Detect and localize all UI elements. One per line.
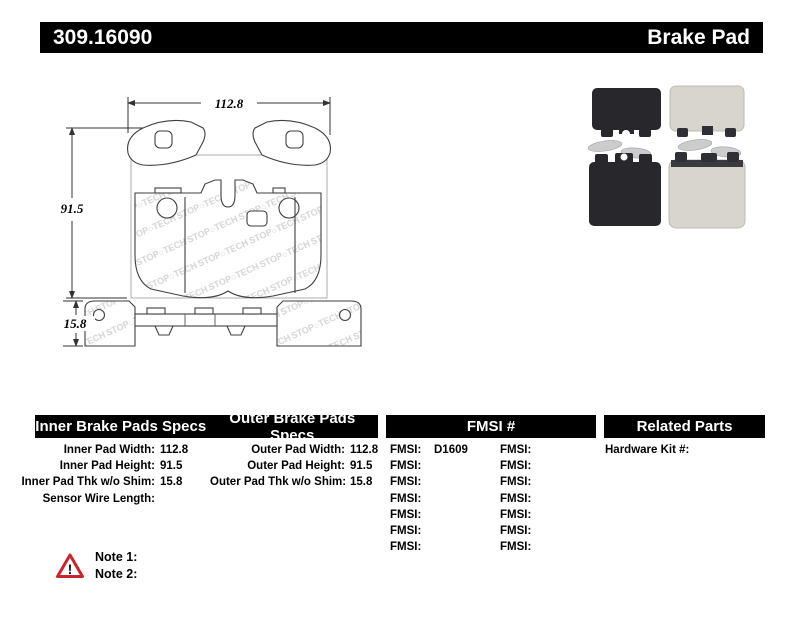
pad-side-view (85, 301, 361, 346)
spec-value (155, 491, 160, 507)
related-parts-column (605, 442, 694, 458)
spec-value: 91.5 (160, 460, 183, 473)
fmsi-label: FMSI: (500, 508, 532, 521)
fmsi-value (534, 491, 544, 507)
fmsi-label: FMSI: (500, 541, 532, 554)
table-row (500, 442, 544, 458)
brake-pad-technical-drawing (55, 85, 375, 363)
product-title: Brake Pad (647, 25, 750, 49)
fmsi-value (534, 442, 544, 458)
outer-specs-header: Outer Brake Pads Specs (229, 409, 356, 444)
shim-clips (587, 138, 741, 160)
table-row (500, 539, 544, 555)
table-row (500, 491, 544, 507)
related-parts-header-bar (604, 415, 765, 438)
thickness-dim-label: 15.8 (63, 316, 87, 331)
note-2: Note 2: (95, 567, 138, 581)
fmsi-label: FMSI: (500, 492, 532, 505)
fmsi-value (424, 458, 434, 474)
pad-photo-bottom-right (669, 152, 745, 228)
fmsi-column-1 (390, 442, 468, 555)
spec-label: Outer Pad Height: (247, 460, 345, 473)
height-dim-label: 91.5 (60, 201, 84, 216)
width-dim-label: 112.8 (214, 96, 244, 111)
pad-photo-top-left (592, 88, 661, 138)
outer-specs-column (210, 442, 378, 491)
fmsi-label: FMSI: (390, 444, 422, 456)
table-row (20, 442, 188, 458)
fmsi-column-2 (500, 442, 544, 555)
fmsi-label: FMSI: (500, 525, 532, 538)
table-row (20, 491, 188, 507)
brake-pad-product-photo (575, 82, 790, 242)
table-row (210, 474, 378, 490)
table-row (390, 474, 468, 490)
fmsi-label: FMSI: (390, 476, 422, 489)
spec-label: Inner Pad Width: (63, 444, 155, 456)
fmsi-value (534, 507, 544, 523)
table-row (605, 442, 694, 458)
spec-label: Inner Pad Thk w/o Shim: (21, 476, 155, 489)
table-row (500, 474, 544, 490)
spec-label: Outer Pad Width: (251, 444, 345, 456)
fmsi-value (534, 539, 544, 555)
table-row (20, 474, 188, 490)
table-row (390, 539, 468, 555)
spec-label: Sensor Wire Length: (42, 492, 155, 505)
fmsi-value (424, 539, 434, 555)
fmsi-value (424, 474, 434, 490)
part-number: 309.16090 (53, 25, 153, 49)
fmsi-value (424, 507, 434, 523)
spec-value: 15.8 (350, 476, 373, 489)
fmsi-label: FMSI: (390, 460, 422, 473)
inner-specs-column (20, 442, 188, 507)
inner-specs-header: Inner Brake Pads Specs (35, 418, 207, 435)
fmsi-value (534, 523, 544, 539)
spec-value: 91.5 (350, 460, 373, 473)
spec-label: Outer Pad Thk w/o Shim: (210, 476, 347, 489)
table-row (210, 458, 378, 474)
fmsi-label: FMSI: (390, 508, 422, 521)
spec-label: Inner Pad Height: (59, 460, 155, 473)
spec-value: 112.8 (350, 444, 379, 456)
fmsi-label: FMSI: (500, 460, 532, 473)
table-row (20, 458, 188, 474)
table-row (210, 442, 378, 458)
svg-text:!: ! (67, 561, 73, 577)
warning-triangle-icon (55, 551, 85, 579)
fmsi-value (424, 491, 434, 507)
table-row (500, 507, 544, 523)
pad-photo-top-right (670, 86, 744, 137)
table-row (390, 523, 468, 539)
table-row (390, 491, 468, 507)
related-value (689, 442, 694, 458)
table-row (390, 507, 468, 523)
fmsi-label: FMSI: (500, 476, 532, 489)
note-1: Note 1: (95, 550, 138, 564)
notes-section (95, 549, 137, 583)
fmsi-label: FMSI: (390, 541, 422, 554)
fmsi-label: FMSI: (390, 525, 422, 538)
table-row (500, 458, 544, 474)
fmsi-value (534, 474, 544, 490)
pad-front-view (128, 120, 331, 298)
table-row (390, 442, 468, 458)
fmsi-value (424, 523, 434, 539)
fmsi-label: FMSI: (390, 492, 422, 505)
fmsi-label: FMSI: (500, 444, 532, 456)
fmsi-value: D1609 (434, 444, 468, 456)
specs-header-bar (35, 409, 378, 444)
fmsi-value (534, 458, 544, 474)
spec-value: 15.8 (160, 476, 183, 489)
related-label: Hardware Kit #: (605, 444, 690, 456)
fmsi-header-bar (386, 415, 596, 438)
fmsi-header: FMSI # (466, 418, 516, 435)
header-bar (40, 22, 763, 53)
table-row (390, 458, 468, 474)
table-row (500, 523, 544, 539)
pad-photo-bottom-left (589, 153, 661, 226)
spec-value: 112.8 (160, 444, 189, 456)
related-parts-header: Related Parts (636, 418, 733, 435)
